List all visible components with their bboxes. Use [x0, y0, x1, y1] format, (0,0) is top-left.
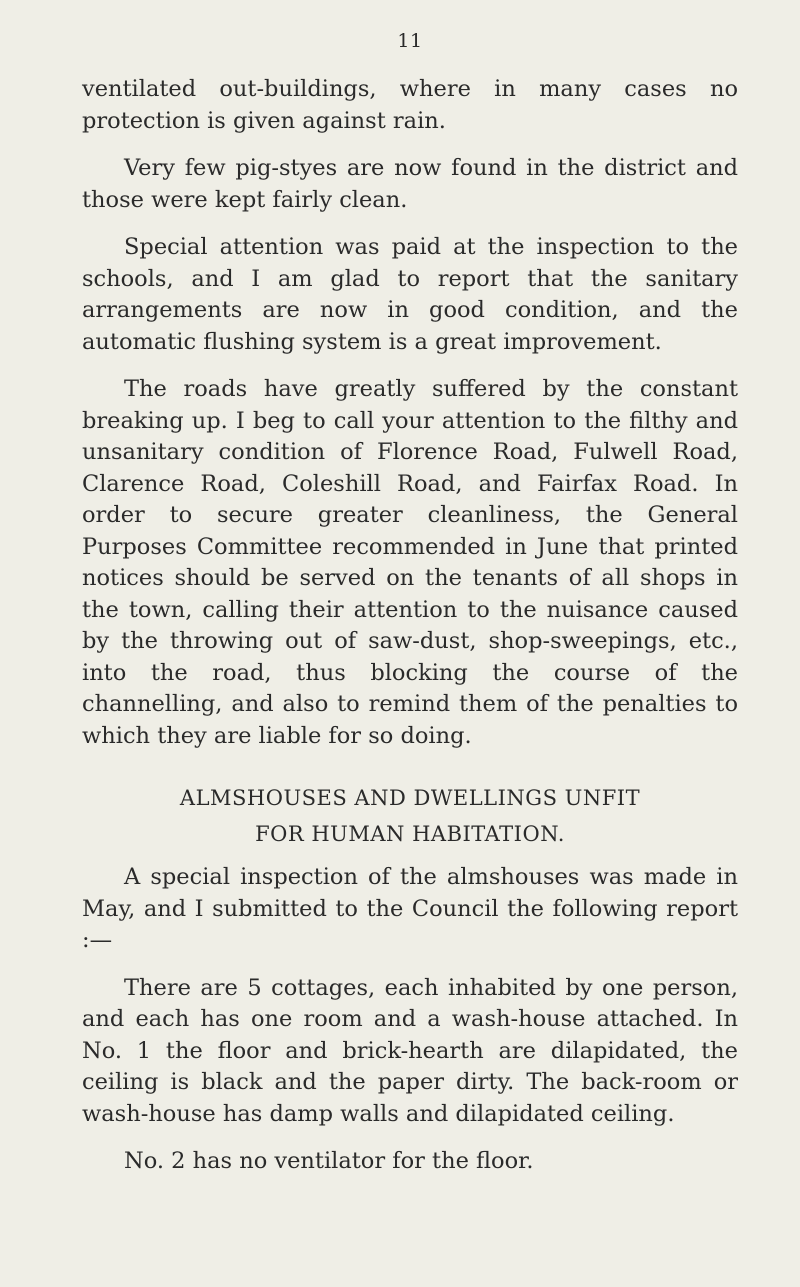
page-number: 11 [397, 30, 423, 52]
section-heading [82, 780, 738, 852]
section-heading-line-2: FOR HUMAN HABITATION. [255, 822, 565, 846]
document-page [82, 30, 738, 1194]
paragraph-no-2-ventilator: No. 2 has no ventilator for the floor. [124, 1148, 534, 1174]
paragraph-almshouses-inspection: A special inspection of the almshouses was made in May, and I submitted to the Council the following report :— [82, 864, 738, 953]
paragraph-ventilated-outbuildings: ventilated out-buildings, where in many cases no protection is given against rain. [82, 76, 738, 134]
paragraph-roads: The roads have greatly suffered by the constant breaking up. I beg to call your attention to the filthy and unsanitary condition of Florence Road, Fulwell Road, Clarence Road, Coleshill Road, and Fairfax Road. In order to secure greater cleanliness, the General Purposes Committee recommended in June that printed notices should be served on the tenants of all shops in the town, calling their attention to the nuisance caused by the throwing out of saw-dust, shop-sweepings, etc., into the road, thus blocking the course of the channelling, and also to remind them of the penalties to which they are liable for so doing. [82, 376, 738, 749]
paragraph-pig-styes: Very few pig-styes are now found in the district and those were kept fairly clean. [82, 155, 738, 213]
section-heading-line-1: ALMSHOUSES AND DWELLINGS UNFIT [179, 786, 641, 810]
paragraph-schools-inspection: Special attention was paid at the inspection to the schools, and I am glad to report that the sanitary arrangements are now in good condition, and the automatic flushing system is a great improvement. [82, 234, 738, 355]
paragraph-cottages-report: There are 5 cottages, each inhabited by one person, and each has one room and a wash-house attached. In No. 1 the floor and brick-hearth are dilapidated, the ceiling is black and the paper dirty. The back-room or wash-house has damp walls and dilapidated ceiling. [82, 974, 738, 1127]
